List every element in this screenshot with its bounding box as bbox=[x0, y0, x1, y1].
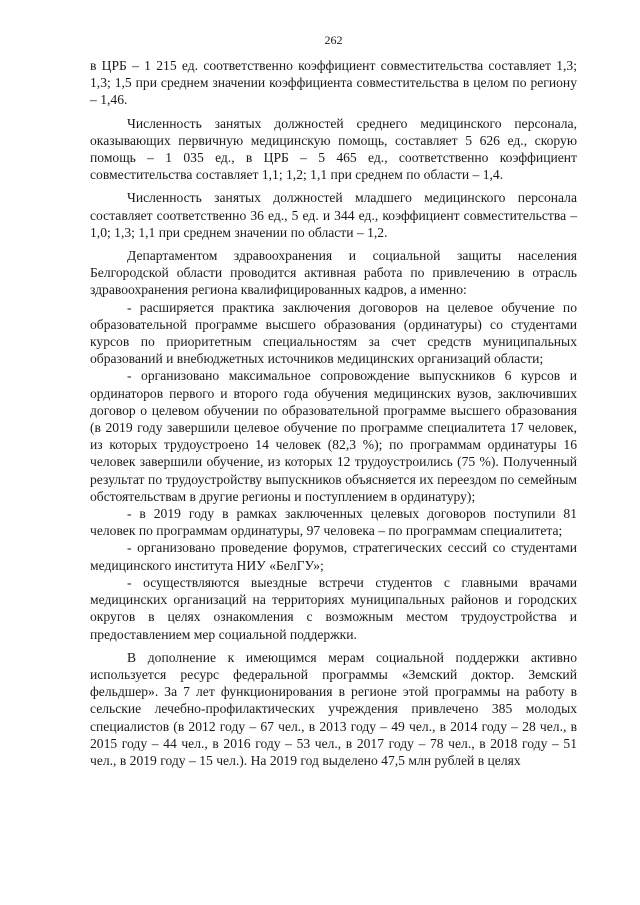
list-item-1: - расширяется практика заключения договоров на целевое обучение по образовательной программе высшего образования (ординатуры) со студентами курсов по приоритетным специальностям за счет средств муниципальных образований и внебюджетных источников медицинских организаций области; bbox=[90, 299, 577, 367]
paragraph-2: Численность занятых должностей среднего медицинского персонала, оказывающих первичную медицинскую помощь, составляет 5 626 ед., скорую помощь – 1 035 ед., в ЦРБ – 5 465 ед., соответственно коэффициент совместительства составляет 1,1; 1,2; 1,1 при среднем по области – 1,4. bbox=[90, 115, 577, 183]
list-item-5: - осуществляются выездные встречи студентов с главными врачами медицинских организаций на территориях муниципальных районов и городских округов в целях ознакомления с возможным местом трудоустройства и предоставлением мер социальной поддержки. bbox=[90, 574, 577, 642]
page-number: 262 bbox=[324, 33, 343, 47]
paragraph-3: Численность занятых должностей младшего медицинского персонала составляет соответственно 36 ед., 5 ед. и 344 ед., коэффициент совместительства – 1,0; 1,3; 1,1 при среднем значении по области – 1,2. bbox=[90, 190, 577, 240]
paragraph-5: В дополнение к имеющимся мерам социальной поддержки активно используется ресурс федеральной программы «Земский доктор. Земский фельдшер». За 7 лет функционирования в регионе этой программы на работу в сельские лечебно-профилактических учреждения привлечено 385 молодых специалистов (в 2012 году – 67 чел., в 2013 году – 49 чел., в 2014 году – 28 чел., в 2015 году – 44 чел., в 2016 году – 53 чел., в 2017 году – 78 чел., в 2018 году – 51 чел., в 2019 году – 15 чел.). На 2019 год выделено 47,5 млн рублей в целях bbox=[90, 649, 577, 768]
list-item-4: - организовано проведение форумов, стратегических сессий со студентами медицинского института НИУ «БелГУ»; bbox=[90, 540, 577, 573]
list-item-3: - в 2019 году в рамках заключенных целевых договоров поступили 81 человек по программам ординатуры, 97 человека – по программам специалитета; bbox=[90, 506, 577, 539]
list-item-2: - организовано максимальное сопровождение выпускников 6 курсов и ординаторов первого и второго года обучения медицинских вузов, заключивших договор о целевом обучении по образовательной программе высшего образования (в 2019 году завершили целевое обучение по программе специалитета 17 человек, из которых трудоустроено 14 человек (82,3 %); по программам ординатуры 16 человек завершили обучение, из которых 12 трудоустроились (75 %). Полученный результат по трудоустройству выпускников объясняется их переездом по семейным обстоятельствам в другие регионы и поступлением в ординатуру); bbox=[90, 368, 577, 504]
paragraph-4: Департаментом здравоохранения и социальной защиты населения Белгородской области проводится активная работа по привлечению в отрасль здравоохранения региона квалифицированных кадров, а именно: bbox=[90, 248, 577, 298]
paragraph-1: в ЦРБ – 1 215 ед. соответственно коэффициент совместительства составляет 1,3; 1,3; 1,5 при среднем значении коэффициента совместительства в целом по региону – 1,46. bbox=[90, 58, 577, 108]
